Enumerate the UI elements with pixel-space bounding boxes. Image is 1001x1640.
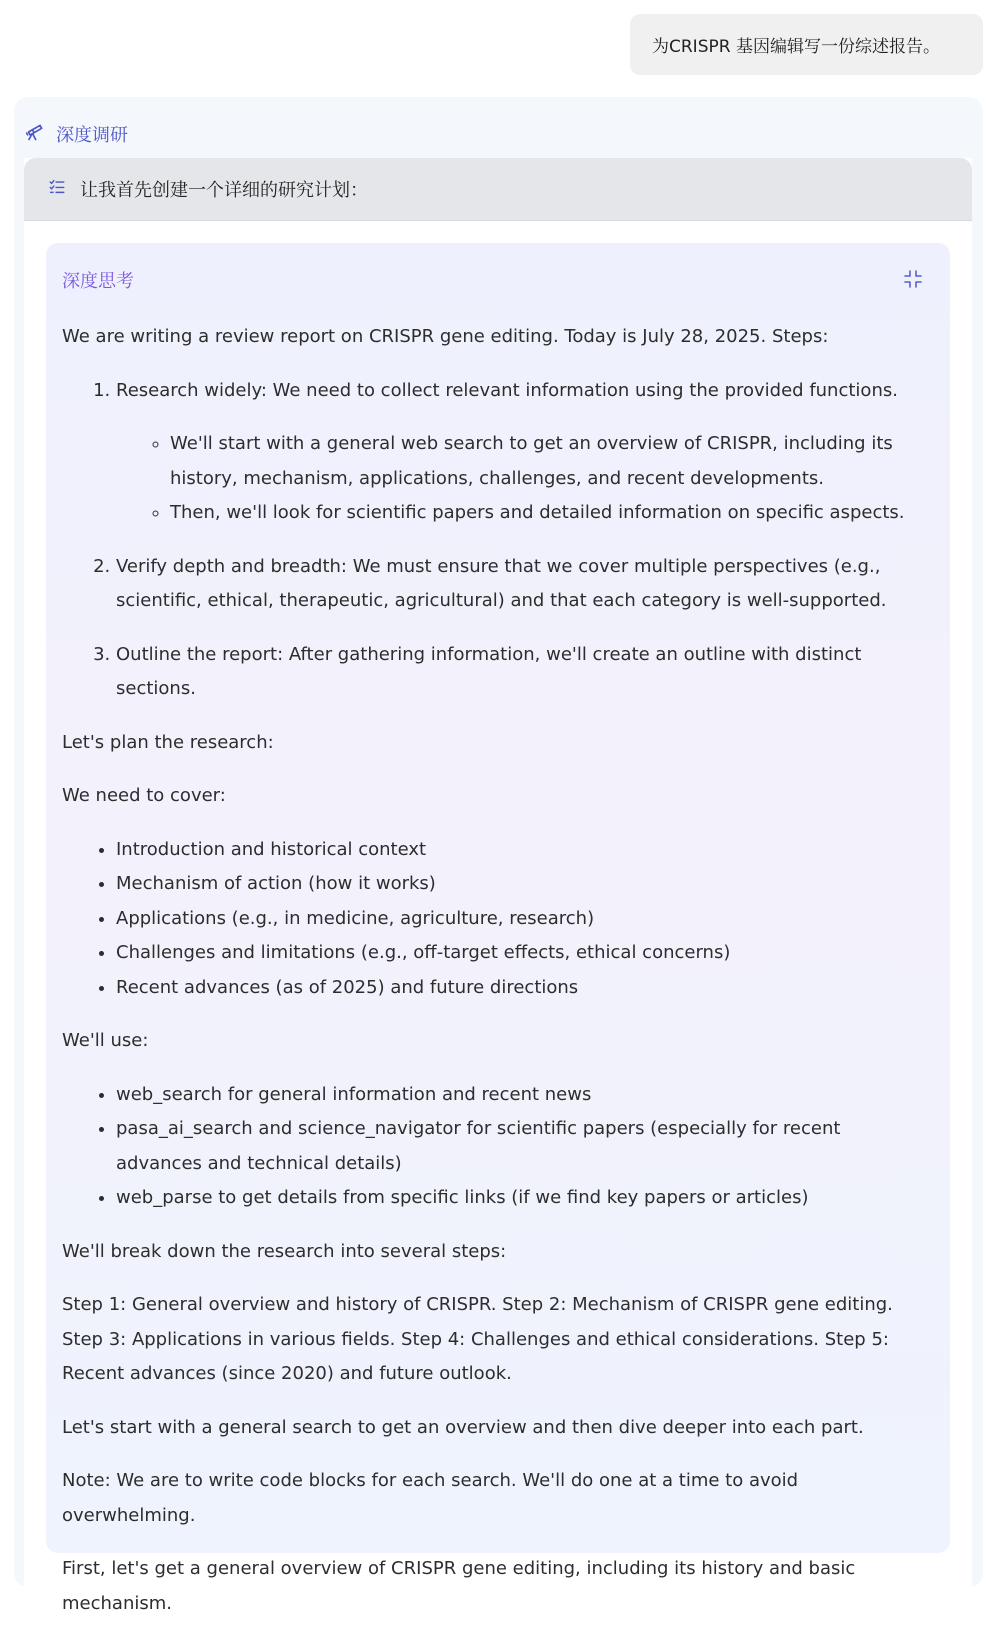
step-item <box>116 374 922 531</box>
cover-item: • Introduction and historical context <box>116 833 922 868</box>
thinking-intro: We are writing a review report on CRISPR gene editing. Today is July 28, 2025. Steps: <box>62 326 829 347</box>
cover-item: • Applications (e.g., in medicine, agriculture, research) <box>116 902 922 937</box>
tool-item: • pasa_ai_search and science_navigator for scientific papers (especially for recent advances and technical details) <box>116 1112 922 1181</box>
research-plan-header[interactable] <box>24 158 972 221</box>
breakdown-heading: We'll break down the research into several steps: <box>62 1240 507 1262</box>
deep-research-header[interactable] <box>24 120 128 148</box>
step-text: Research widely: We need to collect relevant information using the provided functions. <box>116 379 898 401</box>
tool-item: • web_parse to get details from specific links (if we find key papers or articles) <box>116 1181 922 1216</box>
step-sublist <box>116 427 922 531</box>
telescope-icon <box>24 122 44 147</box>
steps-summary: Step 1: General overview and history of CRISPR. Step 2: Mechanism of CRISPR gene editing. Step 3: Applications in various fields. Step 4: Challenges and ethical considerations. Step 5: Recent advances (since 2020) and future outlook. <box>62 1294 893 1384</box>
step-item <box>116 638 922 707</box>
cover-item: • Mechanism of action (how it works) <box>116 867 922 902</box>
first-note: First, let's get a general overview of CRISPR gene editing, including its history and basic mechanism. <box>62 1558 856 1614</box>
deep-research-label: 深度调研 <box>56 125 128 146</box>
use-heading: We'll use: <box>62 1030 149 1051</box>
list-checks-icon <box>48 178 66 201</box>
step-subitem: ◦ Then, we'll look for scientific papers and detailed information on specific aspects. <box>170 496 922 531</box>
plan-heading: Let's plan the research: <box>62 731 274 753</box>
code-note: Note: We are to write code blocks for each search. We'll do one at a time to avoid overwhelming. <box>62 1470 799 1526</box>
tool-item: • web_search for general information and recent news <box>116 1078 922 1113</box>
step-item <box>116 550 922 619</box>
step-text: Outline the report: After gathering information, we'll create an outline with distinct sections. <box>116 643 862 699</box>
user-message-text: 为CRISPR 基因编辑写一份综述报告。 <box>652 37 940 57</box>
cover-list <box>62 833 922 1006</box>
deep-thinking-title: 深度思考 <box>62 271 134 292</box>
collapse-icon <box>904 270 922 292</box>
cover-heading: We need to cover: <box>62 785 226 806</box>
collapse-button[interactable] <box>900 268 926 294</box>
cover-item: • Challenges and limitations (e.g., off-target effects, ethical concerns) <box>116 936 922 971</box>
deep-thinking-content <box>62 320 922 1640</box>
start-note: Let's start with a general search to get an overview and then dive deeper into each part. <box>62 1416 864 1438</box>
step-text: Verify depth and breadth: We must ensure that we cover multiple perspectives (e.g., scientific, ethical, therapeutic, agricultural) and that each category is well-supported. <box>116 555 887 611</box>
tools-list <box>62 1078 922 1216</box>
research-plan-title: 让我首先创建一个详细的研究计划： <box>80 180 368 201</box>
step-subitem: ◦ We'll start with a general web search to get an overview of CRISPR, including its history, mechanism, applications, challenges, and recent developments. <box>170 427 922 496</box>
steps-list <box>62 374 922 707</box>
cover-item: • Recent advances (as of 2025) and future directions <box>116 971 922 1006</box>
user-message-bubble <box>630 14 983 75</box>
